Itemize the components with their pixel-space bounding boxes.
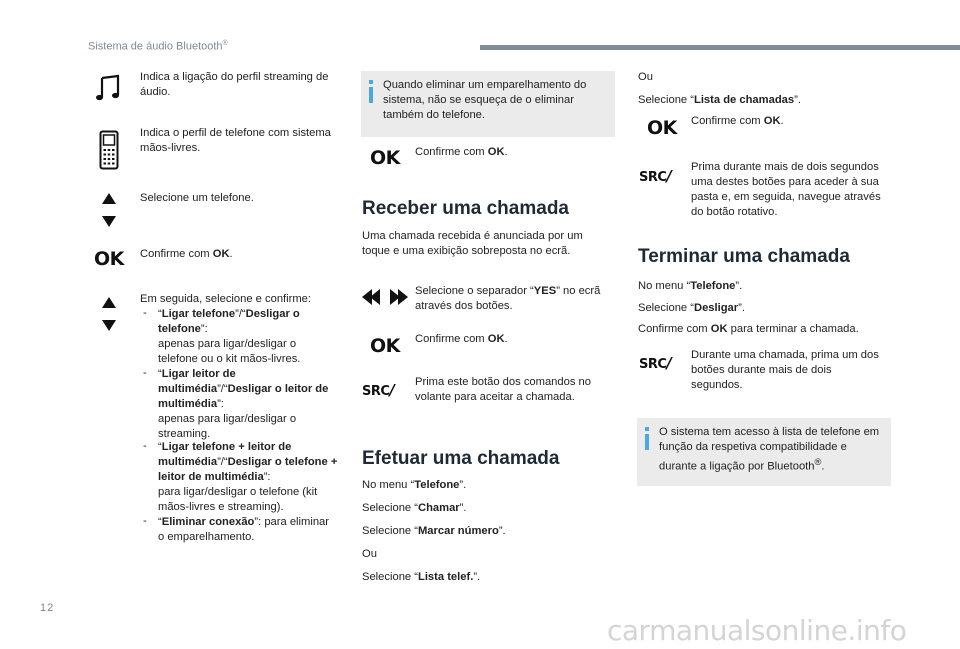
phone-profile-description: Indica o perfil de telefone com sistema mãos-livres. bbox=[140, 127, 331, 154]
list-dash: - bbox=[143, 307, 147, 319]
select-yes-text: Selecione o separador “YES” no ecrã através dos botões. bbox=[415, 285, 601, 312]
src-button-icon: SRC/ bbox=[639, 167, 672, 185]
left-right-arrows-icon bbox=[362, 288, 408, 306]
confirm-ok-text: Confirme com OK. bbox=[415, 146, 508, 158]
ok-button-icon: OK bbox=[647, 117, 677, 139]
info-notice bbox=[361, 71, 615, 137]
or-text: Ou bbox=[362, 548, 377, 560]
list-item: “Ligar telefone + leitor de multimédia”/“Desligar o telefone + leitor de multimédia”: para ligar/desligar o telefone (kit mãos-livres e streaming). bbox=[158, 441, 338, 513]
select-chamar-text: Selecione “Chamar”. bbox=[362, 502, 467, 514]
info-icon bbox=[369, 80, 373, 84]
src-button-icon: SRC/ bbox=[362, 381, 395, 399]
section-title: Sistema de áudio Bluetooth® bbox=[88, 40, 228, 53]
menu-telefone-text: No menu “Telefone”. bbox=[638, 280, 743, 292]
select-phone-text: Selecione um telefone. bbox=[140, 192, 254, 204]
select-desligar-text: Selecione “Desligar”. bbox=[638, 302, 745, 314]
streaming-description: Indica a ligação do perfil streaming de áudio. bbox=[140, 71, 329, 98]
mobile-phone-icon bbox=[99, 130, 119, 170]
receive-call-description: Uma chamada recebida é anunciada por um toque e uma exibição sobreposta no ecrã. bbox=[362, 230, 583, 257]
confirm-end-text: Confirme com OK para terminar a chamada. bbox=[638, 323, 859, 335]
confirm-ok-text: Confirme com OK. bbox=[691, 115, 784, 127]
press-src-text: Prima este botão dos comandos no volante para aceitar a chamada. bbox=[415, 376, 591, 403]
select-lista-text: Selecione “Lista telef.”. bbox=[362, 571, 481, 583]
list-item: “Ligar telefone”/“Desligar o telefone”: apenas para ligar/desligar o telefone ou o kit mãos-livres. bbox=[158, 308, 301, 365]
during-call-text: Durante uma chamada, prima um dos botões durante mais de dois segundos. bbox=[691, 349, 879, 391]
list-item: “Eliminar conexão”: para eliminar o emparelhamento. bbox=[158, 516, 329, 543]
then-select-text: Em seguida, selecione e confirme: bbox=[140, 293, 312, 305]
watermark: carmanualsonline.info bbox=[607, 614, 907, 647]
select-lista-chamadas-text: Selecione “Lista de chamadas”. bbox=[638, 94, 801, 106]
up-down-arrows-icon bbox=[101, 296, 117, 332]
info-icon bbox=[645, 427, 649, 431]
src-button-icon: SRC/ bbox=[639, 354, 672, 372]
list-dash: - bbox=[143, 515, 147, 527]
receive-call-heading: Receber uma chamada bbox=[362, 198, 569, 219]
list-dash: - bbox=[143, 367, 147, 379]
confirm-ok-text: Confirme com OK. bbox=[140, 248, 233, 260]
list-item: “Ligar leitor de multimédia”/“Desligar o leitor de multimédia”: apenas para ligar/desligar o streaming. bbox=[158, 368, 329, 440]
end-call-heading: Terminar uma chamada bbox=[638, 246, 850, 267]
up-down-arrows-icon bbox=[101, 192, 117, 228]
select-marcar-text: Selecione “Marcar número”. bbox=[362, 525, 506, 537]
ok-button-icon: OK bbox=[370, 147, 400, 169]
notice-text: O sistema tem acesso à lista de telefone em função da respetiva compatibilidade e durante a ligação por Bluetooth®. bbox=[659, 426, 880, 473]
menu-telefone-text: No menu “Telefone”. bbox=[362, 479, 467, 491]
info-notice bbox=[637, 418, 891, 486]
music-note-icon bbox=[94, 74, 122, 102]
confirm-ok-text: Confirme com OK. bbox=[415, 333, 508, 345]
list-dash: - bbox=[143, 440, 147, 452]
header-bar bbox=[480, 45, 960, 50]
press-two-seconds-text: Prima durante mais de dois segundos uma destes botões para aceder à sua pasta e, em seguida, navegue através do botão rotativo. bbox=[691, 161, 881, 218]
page-number: 12 bbox=[40, 602, 55, 614]
ok-button-icon: OK bbox=[370, 335, 400, 357]
make-call-heading: Efetuar uma chamada bbox=[362, 448, 560, 469]
notice-text: Quando eliminar um emparelhamento do sistema, não se esqueça de o eliminar também do telefone. bbox=[383, 79, 587, 121]
or-text: Ou bbox=[638, 71, 653, 83]
ok-button-icon: OK bbox=[94, 248, 124, 270]
